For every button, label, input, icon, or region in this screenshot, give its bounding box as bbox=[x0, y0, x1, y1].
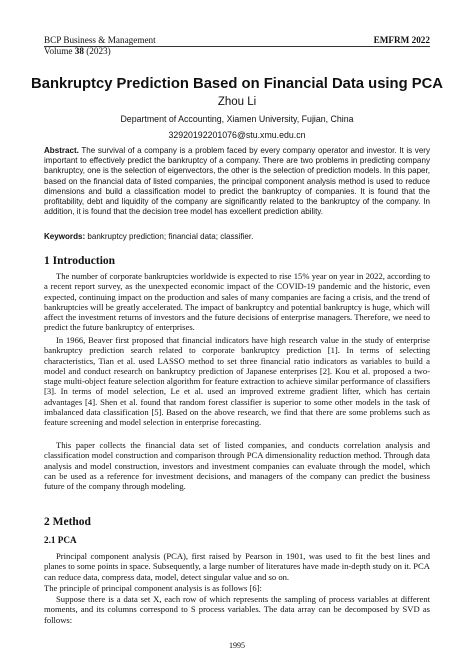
section-heading-introduction: 1 Introduction bbox=[44, 255, 116, 267]
author-name: Zhou Li bbox=[217, 96, 257, 108]
conference-name: EMFRM 2022 bbox=[373, 35, 430, 45]
intro-paragraph-3: This paper collects the financial data set of listed companies, and conducts correlation analysis and classification model construction and comparison through PCA dimensionality reduction method. Through data analysis and model construction, investors and investment companies can evaluate through the model, which can be used as a reference for investment decisions, and managers of the company can predict the business future of the company through modeling. bbox=[44, 440, 430, 492]
page-number: 1995 bbox=[229, 641, 245, 650]
intro-paragraph-2: In 1966, Beaver first proposed that financial indicators have high research value in the study of enterprise bankruptcy prediction search related to corporate bankruptcy prediction [1]. In terms of selecting characteristics, Tian et al. used LASSO method to set three financial ratio indicators as variables to build a model and conduct research on bankruptcy prediction of Japanese enterprises [2]. Kou et al. proposed a two-stage multi-object feature selection algorithm for feature extraction to achieve similar performance of classifiers [3]. In terms of model selection, Le et al. used an improved extreme gradient lifter, which has certain advantages [4]. Shen et al. found that random forest classifier is superior to some other models in the task of imbalanced data classification [5]. Based on the above research, we find that there are some problems such as feature screening and model selection in enterprise forecasting. bbox=[44, 335, 430, 428]
keywords-label: Keywords: bbox=[44, 232, 86, 241]
abstract bbox=[44, 146, 430, 217]
volume-info: Volume 38 (2023) bbox=[44, 46, 111, 56]
header-rule bbox=[44, 46, 430, 47]
journal-name: BCP Business & Management bbox=[44, 35, 156, 45]
paper-title: Bankruptcy Prediction Based on Financial Data using PCA bbox=[31, 76, 443, 92]
section-heading-method: 2 Method bbox=[44, 516, 91, 528]
author-affiliation: Department of Accounting, Xiamen University, Fujian, China bbox=[120, 114, 354, 124]
method-paragraph-2: The principle of principal component analysis is as follows [6]: bbox=[44, 583, 262, 593]
abstract-text: The survival of a company is a problem faced by every company operator and investor. It is very important to effectively predict the bankruptcy of a company. There are two problems in predicting company bankruptcy, one is the selection of eigenvectors, the other is the selection of prediction models. In this paper, based on the financial data of listed companies, the principal component analysis method is used to reduce dimensions and build a classification model to predict the bankruptcy of companies. It is found that the profitability, debt and liquidity of the company are significantly related to the bankruptcy of the company. In addition, it is found that the decision tree model has excellent prediction ability. bbox=[44, 146, 430, 217]
subsection-heading-pca: 2.1 PCA bbox=[44, 535, 77, 545]
author-email[interactable]: 32920192201076@stu.xmu.edu.cn bbox=[168, 130, 306, 140]
method-paragraph-1: Principal component analysis (PCA), first raised by Pearson in 1901, was used to fit the best lines and planes to some points in space. Subsequently, a large number of literatures have made in-depth study on it. PCA can reduce data, compress data, model, detect singular value and so on. bbox=[44, 551, 430, 582]
keywords-text: bankruptcy prediction; financial data; classifier. bbox=[85, 232, 254, 241]
abstract-label: Abstract. bbox=[44, 146, 79, 155]
intro-paragraph-1: The number of corporate bankruptcies worldwide is expected to rise 15% year on year in 2022, according to a recent report survey, as the unexpected economic impact of the COVID-19 pandemic and the historic, even expected, continuing impact on the production and sales of many companies are facing a crisis, and the trend of bankruptcies will be greatly accelerated. The impact of bankruptcy and potential bankruptcy is huge, which will affect the investment returns of investors and the future decisions of enterprise managers. Therefore, we need to predict the future bankruptcy of enterprises. bbox=[44, 271, 430, 333]
method-paragraph-3: Suppose there is a data set X, each row of which represents the sampling of process variables at different moments, and its columns correspond to S process variables. The data array can be decomposed by SVD as follows: bbox=[44, 594, 430, 625]
keywords bbox=[44, 232, 430, 242]
